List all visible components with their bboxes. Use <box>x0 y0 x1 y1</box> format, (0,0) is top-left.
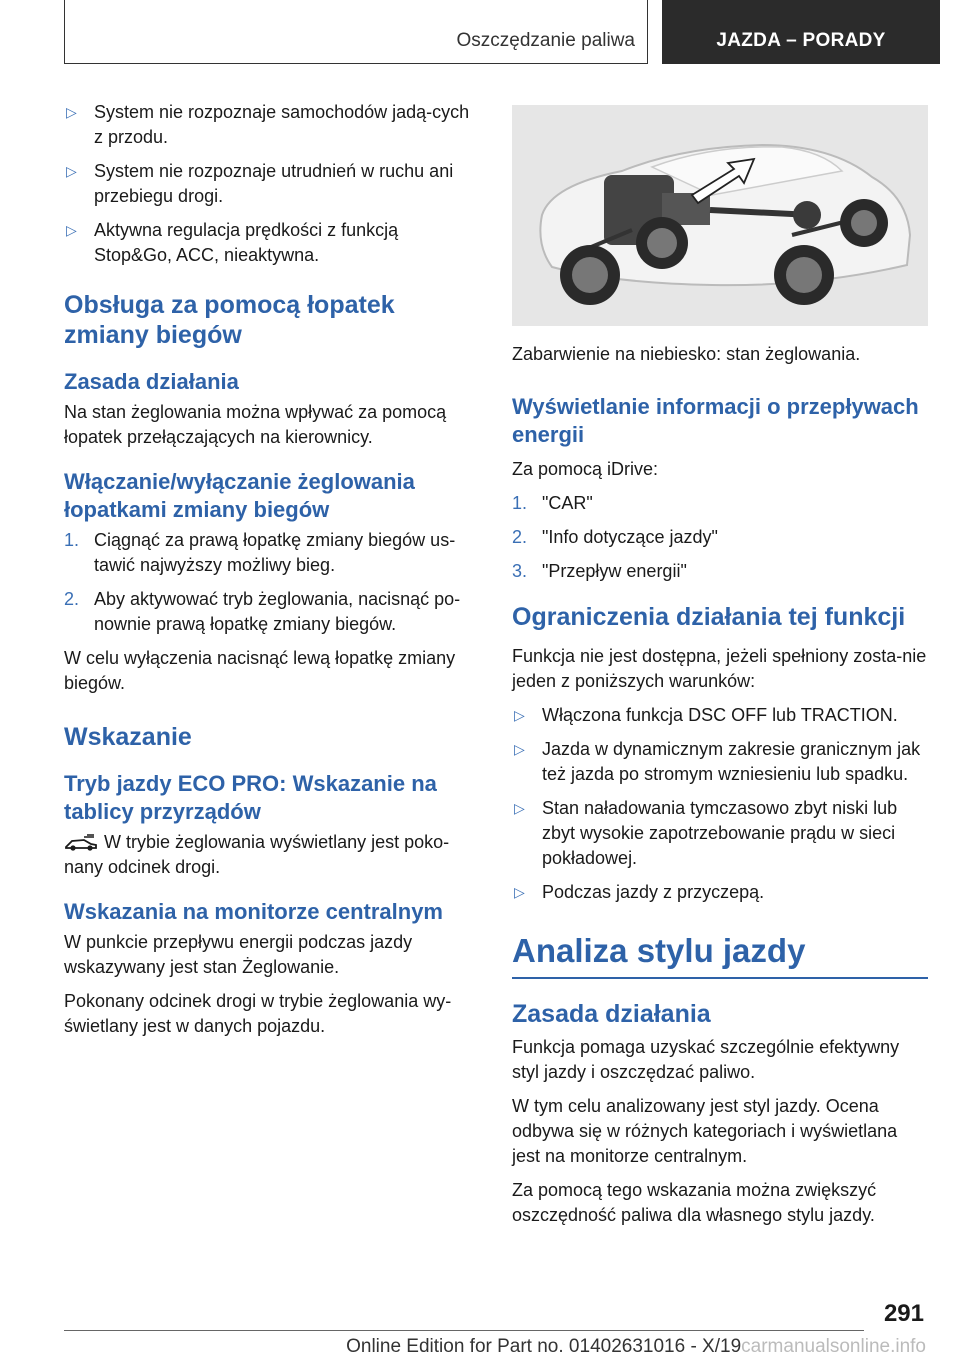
triangle-bullet-icon: ▷ <box>514 741 525 757</box>
edition-line <box>0 1336 926 1358</box>
watermark-text: carmanualsonline.info <box>741 1336 926 1357</box>
car-drivetrain-figure <box>512 105 928 326</box>
triangle-bullet-icon: ▷ <box>514 800 525 816</box>
triangle-bullet-icon: ▷ <box>514 884 525 900</box>
paragraph-central-1: W punkcie przepływu energii podczas jazdy wskazywany jest stan Żeglowanie. <box>64 932 413 977</box>
coasting-car-icon <box>64 834 98 852</box>
list-item: ▷ Stan naładowania tymczasowo zbyt niski lub zbyt wysokie zapotrzebowanie prądu w sieci pokładowej. <box>514 798 898 868</box>
footer-divider <box>64 1330 864 1331</box>
step-item: 1. Ciągnąć za prawą łopatkę zmiany biegów us-tawić najwyższy możliwy bieg. <box>64 530 456 575</box>
heading-principle: Zasada działania <box>64 369 239 394</box>
heading-flow: Wyświetlanie informacji o przepływach energii <box>512 394 919 447</box>
list-item: ▷ System nie rozpoznaje utrudnień w ruchu ani przebiegu drogi. <box>66 161 454 206</box>
triangle-bullet-icon: ▷ <box>514 707 525 723</box>
section-tab <box>64 0 648 64</box>
section-title: Oszczędzanie paliwa <box>456 30 635 51</box>
car-drivetrain-illustration <box>512 105 928 326</box>
figure-caption: Zabarwienie na niebiesko: stan żeglowania. <box>512 344 861 364</box>
triangle-bullet-icon: ▷ <box>66 163 77 179</box>
heading-eco: Tryb jazdy ECO PRO: Wskazanie na tablicy przyrządów <box>64 771 437 824</box>
heading-toggle: Włączanie/wyłączanie żeglowania łopatkami zmiany biegów <box>64 469 415 522</box>
list-item: ▷ Podczas jazdy z przyczepą. <box>512 880 928 905</box>
list-item: ▷ System nie rozpoznaje samochodów jadą-cych z przodu. <box>66 102 470 147</box>
paragraph-principle: Na stan żeglowania można wpływać za pomocą łopatek przełączających na kierownicy. <box>64 402 447 447</box>
heading-analysis: Analiza stylu jazdy <box>512 932 806 969</box>
section-divider <box>512 977 928 979</box>
heading-principle-2: Zasada działania <box>512 1000 711 1028</box>
chapter-tab <box>662 0 940 64</box>
triangle-bullet-icon: ▷ <box>66 104 77 120</box>
menu-step: 2. "Info dotyczące jazdy" <box>512 527 718 547</box>
menu-step: 3. "Przepływ energii" <box>512 561 687 581</box>
heading-limits: Ograniczenia działania tej funkcji <box>512 603 906 631</box>
step-item: 2. Aby aktywować tryb żeglowania, nacisnąć po-nownie prawą łopatkę zmiany biegów. <box>64 589 461 634</box>
page-header <box>64 0 940 64</box>
triangle-bullet-icon: ▷ <box>66 222 77 238</box>
menu-step: 1. "CAR" <box>512 493 593 513</box>
paragraph-off: W celu wyłączenia nacisnąć lewą łopatkę zmiany biegów. <box>64 648 456 693</box>
paragraph-limits: Funkcja nie jest dostępna, jeżeli spełniony zosta-nie jeden z poniższych warunków: <box>512 646 927 691</box>
paragraph-central-2: Pokonany odcinek drogi w trybie żeglowania wy-świetlany jest w danych pojazdu. <box>64 991 452 1036</box>
paragraph-analysis-3: Za pomocą tego wskazania można zwiększyć oszczędność paliwa dla własnego stylu jazdy. <box>512 1180 877 1225</box>
right-column <box>512 105 928 1237</box>
page-number: 291 <box>883 1300 924 1327</box>
paragraph-analysis-1: Funkcja pomaga uzyskać szczególnie efektywny styl jazdy i oszczędzać paliwo. <box>512 1037 900 1082</box>
paragraph-eco: W trybie żeglowania wyświetlany jest poko-nany odcinek drogi. <box>64 832 450 877</box>
left-column <box>64 100 478 1048</box>
chapter-title: JAZDA – PORADY <box>716 30 886 51</box>
paragraph-analysis-2: W tym celu analizowany jest styl jazdy. Ocena odbywa się w różnych kategoriach i wyświetlana jest na monitorze centralnym. <box>512 1096 898 1166</box>
edition-text: Online Edition for Part no. 01402631016 - X/19 <box>346 1336 742 1357</box>
list-item: ▷ Włączona funkcja DSC OFF lub TRACTION. <box>512 703 928 728</box>
heading-display: Wskazanie <box>64 723 192 751</box>
heading-paddles: Obsługa za pomocą łopatek zmiany biegów <box>64 291 395 349</box>
list-item: ▷ Jazda w dynamicznym zakresie granicznym jak też jazda po stromym wzniesieniu lub spadku. <box>514 739 921 784</box>
paragraph-idrive: Za pomocą iDrive: <box>512 459 659 479</box>
list-item: ▷ Aktywna regulacja prędkości z funkcją Stop&Go, ACC, nieaktywna. <box>66 220 399 265</box>
heading-central: Wskazania na monitorze centralnym <box>64 899 443 924</box>
